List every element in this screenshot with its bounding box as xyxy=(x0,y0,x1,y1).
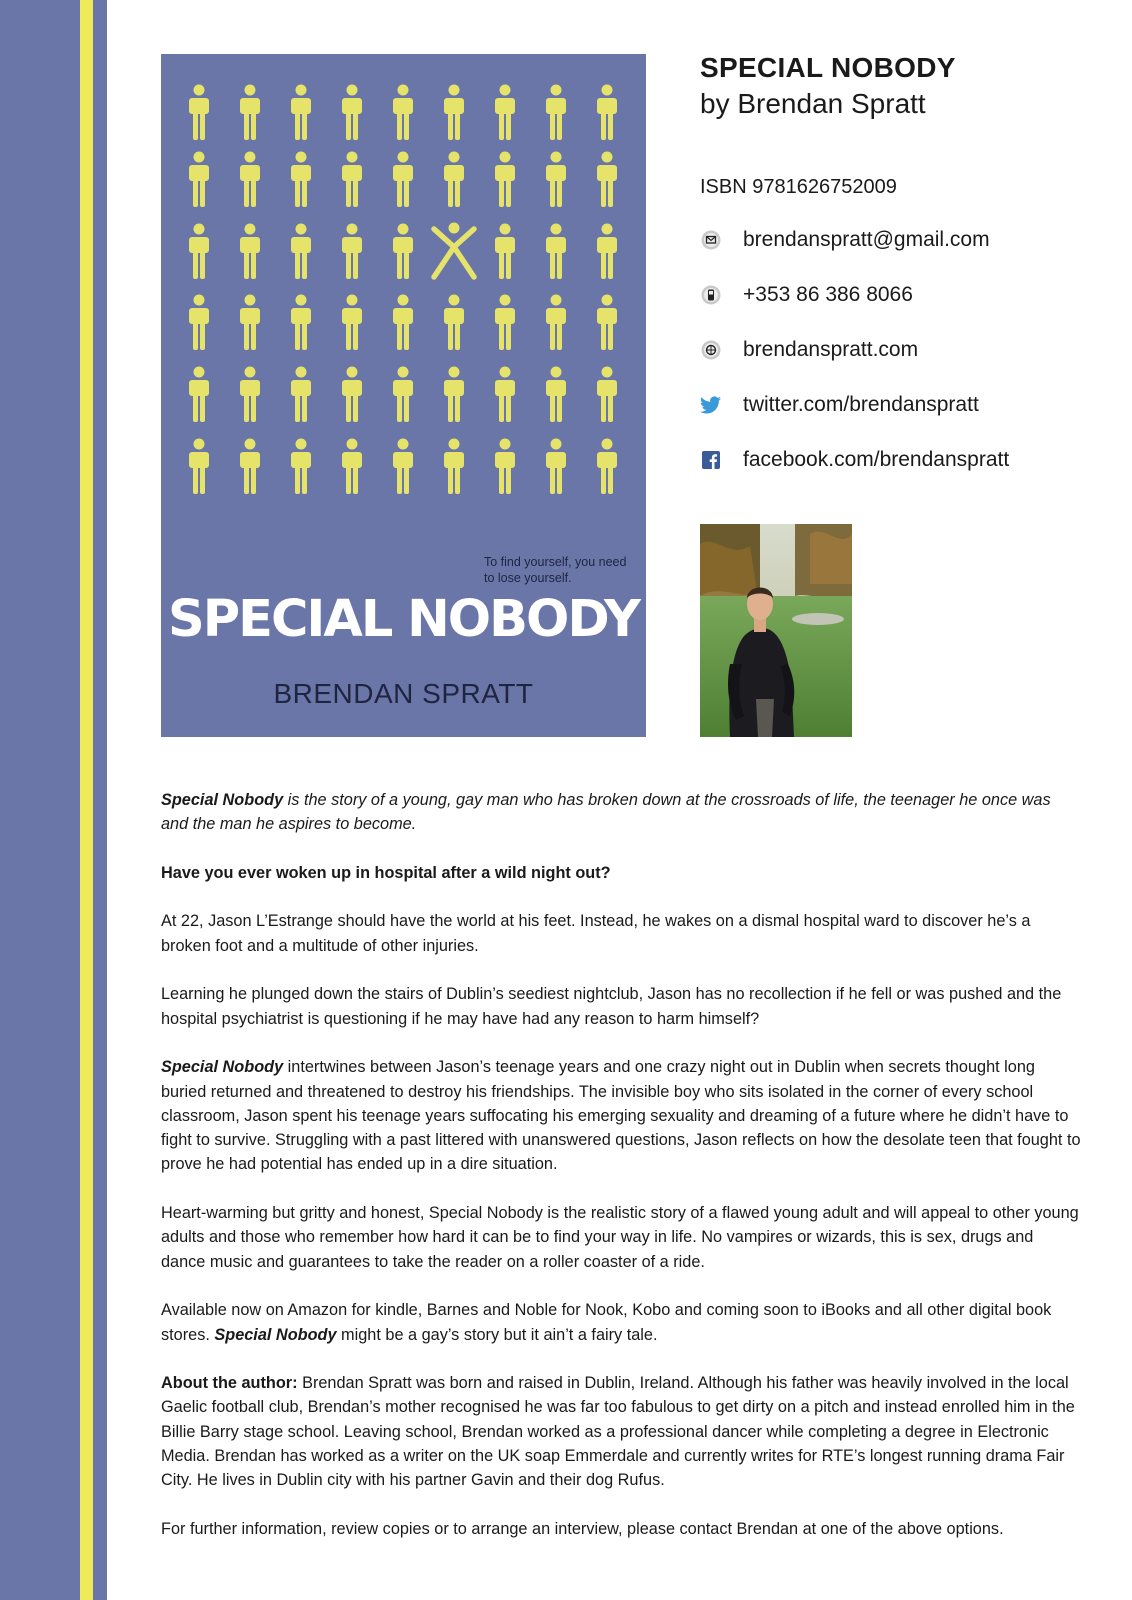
person-figure-icon xyxy=(495,367,515,423)
person-figure-icon xyxy=(189,152,209,208)
about-author xyxy=(161,1371,1081,1492)
contact-email[interactable] xyxy=(700,228,990,252)
intro-text: is the story of a young, gay man who has broken down at the crossroads of life, the teenager he once was and the man he aspires to become. xyxy=(161,791,1051,834)
paragraph-3 xyxy=(161,1055,1081,1176)
person-figure-icon xyxy=(597,85,617,141)
contact-phone[interactable] xyxy=(700,283,913,307)
intro-paragraph xyxy=(161,788,1081,837)
book-cover xyxy=(161,54,646,737)
person-figure-icon xyxy=(393,295,413,351)
contact-web[interactable] xyxy=(700,338,918,362)
person-figure-icon xyxy=(393,439,413,495)
contact-email-text: brendanspratt@gmail.com xyxy=(743,228,990,251)
person-figure-icon xyxy=(393,367,413,423)
person-figure-icon xyxy=(546,295,566,351)
contact-twitter[interactable] xyxy=(700,393,979,417)
person-figure-icon xyxy=(240,367,260,423)
paragraph-5-text-b: might be a gay’s story but it ain’t a fairy tale. xyxy=(336,1325,658,1344)
person-figure-icon xyxy=(240,152,260,208)
person-figure-icon xyxy=(597,295,617,351)
paragraph-5 xyxy=(161,1298,1081,1347)
contact-facebook[interactable] xyxy=(700,448,1009,472)
person-figure-icon xyxy=(495,439,515,495)
person-figure-icon xyxy=(495,152,515,208)
about-author-label: About the author: xyxy=(161,1374,298,1393)
person-figure-icon xyxy=(291,295,311,351)
person-figure-icon xyxy=(393,85,413,141)
person-figure-icon xyxy=(495,224,515,280)
left-stripe-yellow xyxy=(80,0,93,1600)
person-figure-icon xyxy=(393,224,413,280)
person-figure-icon xyxy=(240,439,260,495)
about-author-text: Brendan Spratt was born and raised in Dublin, Ireland. Although his father was heavily involved in the local Gaelic football club, Brendan’s mother recognised he was far too fabulous to get dirty on a pitch and instead enrolled him in the Billie Barry stage school. Leaving school, Brendan worked as a professional dancer while completing a degree in Electronic Media. Brendan has worked as a writer on the UK soap Emmerdale and currently writes for RTE’s longest running drama Fair City. He lives in Dublin city with his partner Gavin and their dog Rufus. xyxy=(161,1374,1075,1490)
author-photo xyxy=(700,524,852,737)
person-figure-icon xyxy=(189,439,209,495)
paragraph-4: Heart-warming but gritty and honest, Special Nobody is the realistic story of a flawed young adult and will appeal to other young adults and those who remember how hard it can be to find your way in life. No vampires or wizards, this is sex, drugs and dance music and guarantees to take the reader on a roller coaster of a ride. xyxy=(161,1204,1079,1271)
person-figure-icon xyxy=(444,367,464,423)
person-figure-icon xyxy=(444,85,464,141)
paragraph-3-text: intertwines between Jason’s teenage years and one crazy night out in Dublin when secrets thought long buried returned and threatened to destroy his friendships. The invisible boy who sits isolated in the corner of every school classroom, Jason spent his teenage years suffocating his emerging sexuality and dreaming of a future where he didn’t have to fight to survive. Struggling with a past littered with unanswered questions, Jason reflects on how the desolate teen that fought to prove he had potential has ended up in a dire situation. xyxy=(161,1058,1081,1174)
intro-title: Special Nobody xyxy=(161,791,284,809)
person-figure-icon xyxy=(189,85,209,141)
person-figure-icon xyxy=(291,85,311,141)
phone-icon xyxy=(700,284,722,306)
email-icon xyxy=(700,229,722,251)
person-figure-icon xyxy=(546,224,566,280)
person-figure-icon xyxy=(342,85,362,141)
cover-tagline: To find yourself, you need to lose yourself. xyxy=(484,555,627,585)
paragraph-5-title: Special Nobody xyxy=(214,1325,337,1344)
person-figure-icon xyxy=(291,367,311,423)
person-figure-icon xyxy=(291,152,311,208)
paragraph-3-title: Special Nobody xyxy=(161,1058,284,1077)
isbn: ISBN 9781626752009 xyxy=(700,176,897,198)
person-figure-icon xyxy=(597,224,617,280)
hook-question: Have you ever woken up in hospital after a wild night out? xyxy=(161,863,611,882)
person-figure-icon xyxy=(291,439,311,495)
book-title: SPECIAL NOBODY xyxy=(700,52,956,83)
person-figure-icon xyxy=(597,152,617,208)
person-figure-icon xyxy=(546,85,566,141)
contact-web-text: brendanspratt.com xyxy=(743,338,919,361)
twitter-icon xyxy=(700,394,722,416)
paragraph-2: Learning he plunged down the stairs of Dublin’s seediest nightclub, Jason has no recollection if he fell or was pushed and the hospital psychiatrist is questioning if he may have had any reason to harm himself? xyxy=(161,985,1062,1028)
person-figure-icon xyxy=(546,152,566,208)
person-figure-icon xyxy=(444,152,464,208)
person-figure-icon xyxy=(189,224,209,280)
contact-twitter-text: twitter.com/brendanspratt xyxy=(743,393,979,416)
person-figure-icon xyxy=(393,152,413,208)
press-release-body xyxy=(161,788,1081,1566)
contact-phone-text: +353 86 386 8066 xyxy=(743,283,913,306)
person-figure-icon xyxy=(444,295,464,351)
person-figure-icon xyxy=(597,439,617,495)
book-byline: by Brendan Spratt xyxy=(700,88,926,119)
left-stripe-blue-inner xyxy=(93,0,107,1600)
person-figure-icon xyxy=(240,224,260,280)
person-figure-icon xyxy=(495,85,515,141)
cover-title: SPECIAL NOBODY xyxy=(168,590,639,649)
person-figure-icon xyxy=(546,367,566,423)
person-figure-icon xyxy=(342,439,362,495)
person-figure-icon xyxy=(291,224,311,280)
facebook-icon xyxy=(700,449,722,471)
person-figure-icon xyxy=(342,295,362,351)
person-figure-icon xyxy=(495,295,515,351)
paragraph-5-text-a: Available now on Amazon for kindle, Barnes and Noble for Nook, Kobo and coming soon to iBooks and all other digital book stores. xyxy=(161,1301,1052,1344)
person-figure-icon xyxy=(189,295,209,351)
paragraph-1: At 22, Jason L’Estrange should have the world at his feet. Instead, he wakes on a dismal hospital ward to discover he’s a broken foot and a multitude of other injuries. xyxy=(161,912,1031,955)
jumping-figure-icon xyxy=(434,223,474,278)
person-figure-icon xyxy=(597,367,617,423)
person-figure-icon xyxy=(546,439,566,495)
person-figure-icon xyxy=(444,439,464,495)
person-figure-icon xyxy=(189,367,209,423)
person-figure-icon xyxy=(240,295,260,351)
person-figure-icon xyxy=(342,367,362,423)
web-icon xyxy=(700,339,722,361)
cover-figures xyxy=(161,54,646,554)
person-figure-icon xyxy=(342,152,362,208)
left-stripe-blue-outer xyxy=(0,0,80,1600)
person-figure-icon xyxy=(342,224,362,280)
contact-facebook-text: facebook.com/brendanspratt xyxy=(743,448,1010,471)
cover-author: BRENDAN SPRATT xyxy=(273,678,534,709)
person-figure-icon xyxy=(240,85,260,141)
closing-paragraph: For further information, review copies or to arrange an interview, please contact Brendan at one of the above options. xyxy=(161,1519,1004,1538)
